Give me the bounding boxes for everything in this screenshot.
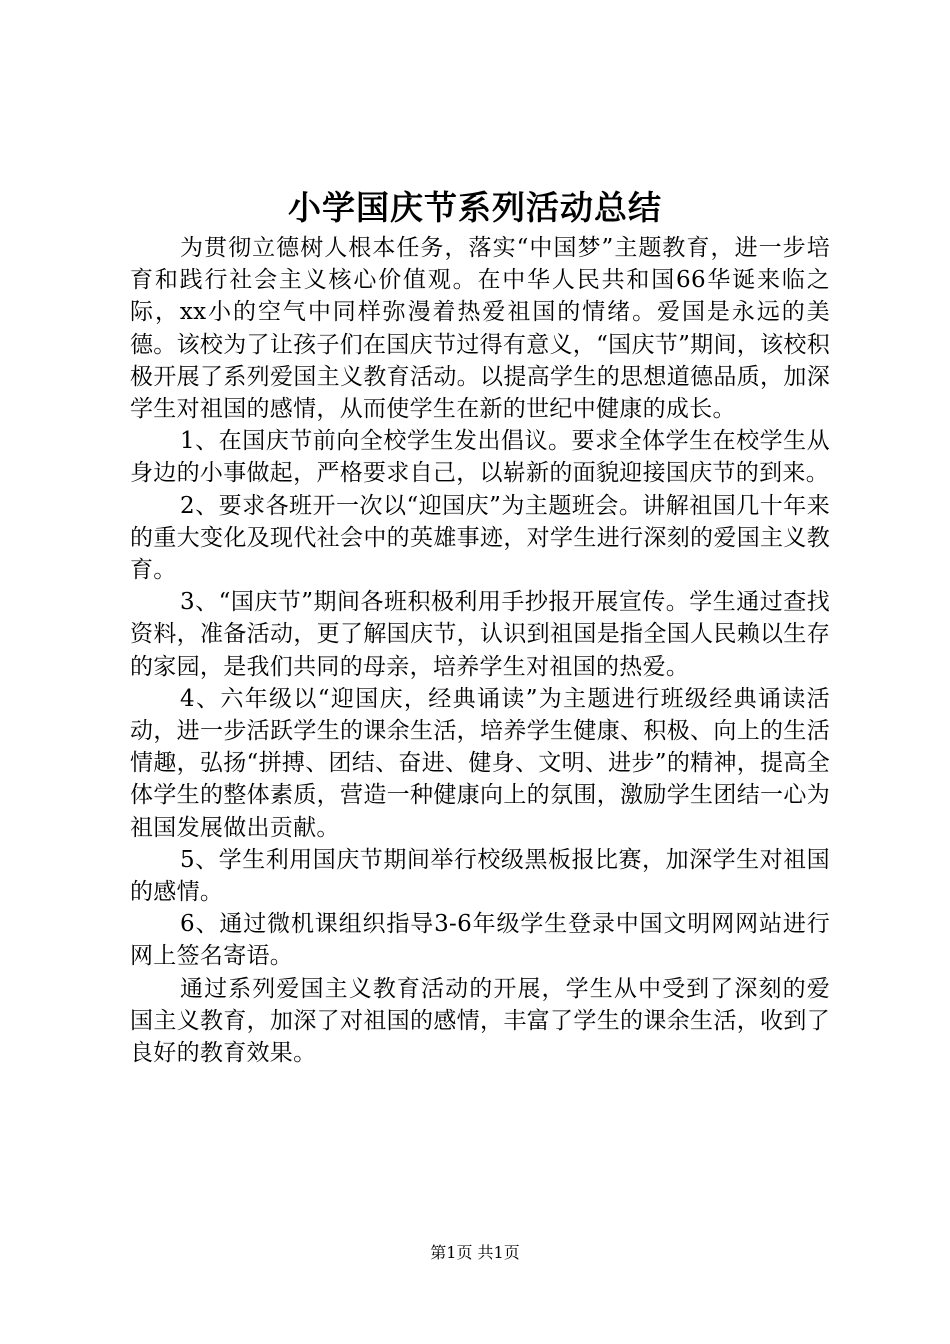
document-body: [130, 232, 830, 1069]
paragraph-item-1: 1、在国庆节前向全校学生发出倡议。要求全体学生在校学生从身边的小事做起，严格要求自己，以崭新的面貌迎接国庆节的到来。: [130, 428, 830, 487]
document-title: 小学国庆节系列活动总结: [288, 188, 662, 227]
paragraph-item-2: 2、要求各班开一次以“迎国庆”为主题班会。讲解祖国几十年来的重大变化及现代社会中的英雄事迹，对学生进行深刻的爱国主义教育。: [130, 492, 830, 584]
paragraph-item-6: 6、通过微机课组织指导3-6年级学生登录中国文明网网站进行网上签名寄语。: [130, 911, 830, 970]
paragraph-item-5: 5、学生利用国庆节期间举行校级黑板报比赛，加深学生对祖国的感情。: [130, 846, 830, 906]
page-number: 第1页: [430, 1243, 473, 1262]
page-total: 共1页: [477, 1243, 520, 1262]
paragraph-item-3: 3、“国庆节”期间各班积极利用手抄报开展宣传。学生通过查找资料，准备活动，更了解国庆节，认识到祖国是指全国人民赖以生存的家园，是我们共同的母亲，培养学生对祖国的热爱。: [130, 589, 830, 680]
paragraph-conclusion: 通过系列爱国主义教育活动的开展，学生从中受到了深刻的爱国主义教育，加深了对祖国的感情，丰富了学生的课余生活，收到了良好的教育效果。: [130, 975, 830, 1067]
page-footer: [0, 1242, 950, 1264]
paragraph-intro: 为贯彻立德树人根本任务，落实“中国梦”主题教育，进一步培育和践行社会主义核心价值观。在中华人民共和国66华诞来临之际，xx小的空气中同样弥漫着热爱祖国的情绪。爱国是永远的美德。该校为了让孩子们在国庆节过得有意义，“国庆节”期间，该校积极开展了系列爱国主义教育活动。以提高学生的思想道德品质，加深学生对祖国的感情，从而使学生在新的世纪中健康的成长。: [130, 235, 830, 423]
paragraph-item-4: 4、六年级以“迎国庆，经典诵读”为主题进行班级经典诵读活动，进一步活跃学生的课余生活，培养学生健康、积极、向上的生活情趣，弘扬“拼搏、团结、奋进、健身、文明、进步”的精神，提高全体学生的整体素质，营造一种健康向上的氛围，激励学生团结一心为祖国发展做出贡献。: [130, 685, 830, 841]
